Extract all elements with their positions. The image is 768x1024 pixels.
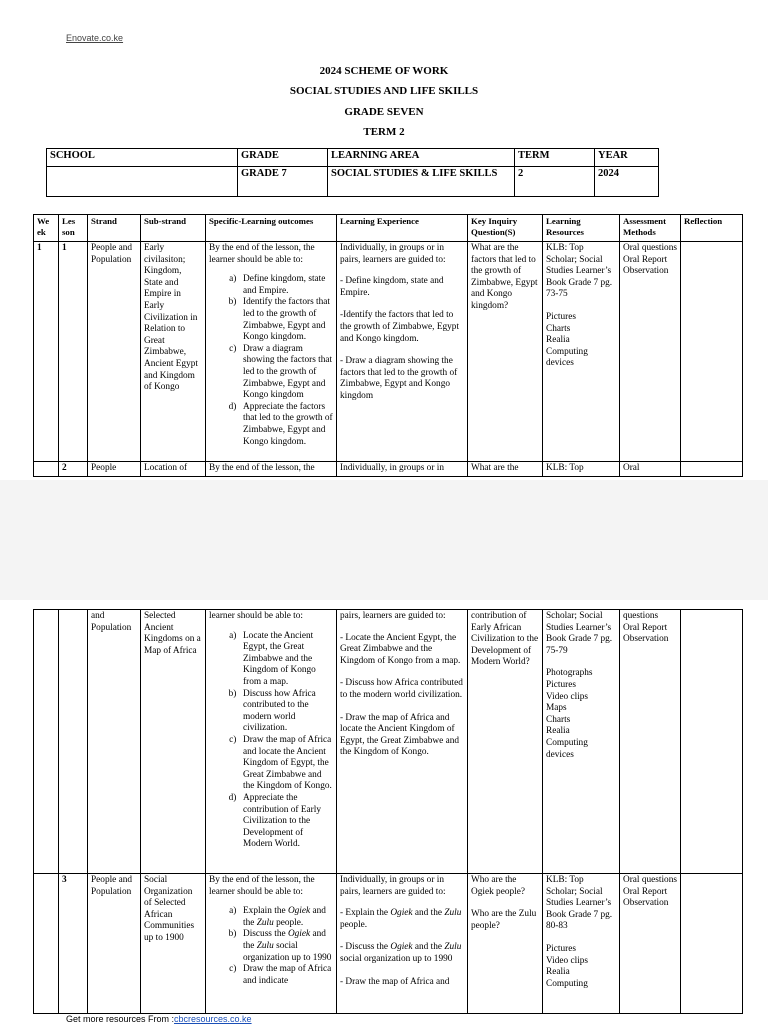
page-2 — [0, 600, 768, 1024]
list-item: b. Discuss how Africa contributed to the modern world civilization. — [241, 689, 333, 735]
resource-item: Video clips — [546, 955, 589, 966]
cell-experience: Individually, in groups or in — [337, 462, 468, 477]
info-header-year: YEAR — [595, 149, 659, 167]
resource-item: Realia — [546, 726, 570, 737]
resource-item: Photographs — [546, 668, 593, 679]
cell-resources: KLB: Top — [543, 462, 620, 477]
outcomes-intro: By the end of the lesson, the learner should be able to: — [209, 875, 315, 897]
resource-item: Realia — [546, 335, 570, 346]
header-row — [34, 215, 743, 242]
info-value-learning-area: SOCIAL STUDIES & LIFE SKILLS — [328, 167, 515, 197]
outcomes-intro: By the end of the lesson, the learner should be able to: — [209, 243, 315, 265]
resource-item: Computing devices — [546, 737, 588, 760]
cell-outcomes — [206, 874, 337, 1014]
inquiry-item: Who are the Zulu people? — [471, 909, 537, 931]
cell-substrand: Early civilasiton; Kingdom, State and Empire in Early Civilization in Relation to Great Zimbabwe, Ancient Egypt and Kingdom of Kongo — [141, 242, 206, 462]
cell-inquiry: contribution of Early African Civilization to the Development of Modern World? — [468, 610, 543, 874]
info-header-school: SCHOOL — [47, 149, 238, 167]
cell-lesson: 3 — [59, 874, 88, 1014]
assessment-item: Observation — [623, 266, 669, 277]
experience-item: - Discuss the Ogiek and the Zulu social organization up to 1990 — [340, 942, 462, 964]
outcomes-list — [209, 906, 333, 987]
cell-resources — [543, 242, 620, 462]
cell-week: 1 — [34, 242, 59, 462]
info-header-learning-area: LEARNING AREA — [328, 149, 515, 167]
assessment-item: Oral Report — [623, 254, 668, 265]
resource-item: Pictures — [546, 943, 576, 954]
cell-experience — [337, 242, 468, 462]
cell-substrand: Social Organization of Selected African Communities up to 1900 — [141, 874, 206, 1014]
cell-substrand: Location of — [141, 462, 206, 477]
cell-strand: People and Population — [88, 242, 141, 462]
resource-item: Video clips — [546, 691, 589, 702]
experience-intro: pairs, learners are guided to: — [340, 611, 446, 621]
title-line-1: 2024 SCHEME OF WORK — [319, 65, 449, 77]
list-item: b. Discuss the Ogiek and the Zulu social organization up to 1990 — [241, 929, 333, 964]
outcomes-list — [209, 631, 333, 851]
footer — [66, 1014, 252, 1024]
inquiry-item: Who are the Ogiek people? — [471, 875, 525, 897]
col-reflection: Reflection — [681, 215, 743, 242]
experience-intro: Individually, in groups or in pairs, learners are guided to: — [340, 243, 446, 265]
experience-item: - Define kingdom, state and Empire. — [340, 276, 444, 298]
table-row — [34, 610, 743, 874]
cell-inquiry: What are the — [468, 462, 543, 477]
cell-reflection — [681, 242, 743, 462]
cell-assessment: Oral — [620, 462, 681, 477]
col-lesson: Les son — [59, 215, 88, 242]
cell-lesson: 2 — [59, 462, 88, 477]
col-strand: Strand — [88, 215, 141, 242]
info-value-grade: GRADE 7 — [238, 167, 328, 197]
list-item: d. Appreciate the contribution of Early Civilization to the Development of Modern World. — [241, 793, 333, 851]
info-value-term: 2 — [515, 167, 595, 197]
list-item: d. Appreciate the factors that led to the growth of Zimbabwe, Egypt and Kongo kingdom. — [241, 402, 333, 448]
list-item: a. Define kingdom, state and Empire. — [241, 274, 333, 297]
experience-item: - Locate the Ancient Egypt, the Great Zimbabwe and the Kingdom of Kongo from a map. — [340, 632, 461, 666]
resource-item: Charts — [546, 323, 571, 334]
assessment-item: Observation — [623, 634, 669, 645]
cell-strand: People — [88, 462, 141, 477]
col-substrand: Sub-strand — [141, 215, 206, 242]
resource-item: KLB: Top Scholar; Social Studies Learner’s Book Grade 7 pg. 80-83 — [546, 875, 613, 932]
assessment-item: Oral Report — [623, 886, 668, 897]
outcomes-intro: learner should be able to: — [209, 611, 303, 621]
resource-item: Pictures — [546, 311, 576, 322]
cell-reflection — [681, 610, 743, 874]
assessment-item: Oral questions — [623, 875, 677, 885]
cell-resources — [543, 610, 620, 874]
cell-experience — [337, 610, 468, 874]
document-title-block — [0, 64, 768, 145]
table-row — [34, 874, 743, 1014]
info-header-grade: GRADE — [238, 149, 328, 167]
footer-link[interactable]: cbcresources.co.ke — [174, 1014, 252, 1024]
cell-lesson — [59, 610, 88, 874]
col-experience: Learning Experience — [337, 215, 468, 242]
col-week: We ek — [34, 215, 59, 242]
resource-item: Computing devices — [546, 346, 588, 369]
col-inquiry: Key Inquiry Question(S) — [468, 215, 543, 242]
cell-week — [34, 462, 59, 477]
outcomes-list — [209, 274, 333, 448]
scheme-table-part-2 — [33, 609, 743, 1014]
cell-strand: and Population — [88, 610, 141, 874]
table-row — [34, 242, 743, 462]
experience-intro: Individually, in groups or in pairs, learners are guided to: — [340, 875, 446, 897]
list-item: b. Identify the factors that led to the growth of Zimbabwe, Egypt and Kongo kingdom. — [241, 297, 333, 343]
info-table — [46, 148, 659, 197]
info-header-term: TERM — [515, 149, 595, 167]
cell-substrand: Selected Ancient Kingdoms on a Map of Africa — [141, 610, 206, 874]
table-row — [34, 462, 743, 477]
info-value-school — [47, 167, 238, 197]
title-line-3: GRADE SEVEN — [344, 105, 424, 118]
cell-outcomes — [206, 610, 337, 874]
list-item: a. Locate the Ancient Egypt, the Great Zimbabwe and the Kingdom of Kongo from a map. — [241, 631, 333, 689]
assessment-item: Oral questions — [623, 243, 677, 253]
cell-inquiry — [468, 874, 543, 1014]
cell-outcomes — [206, 242, 337, 462]
cell-week — [34, 874, 59, 1014]
experience-item: - Draw the map of Africa and — [340, 976, 450, 987]
cell-strand: People and Population — [88, 874, 141, 1014]
cell-assessment — [620, 242, 681, 462]
experience-item: - Discuss how Africa contributed to the modern world civilization. — [340, 678, 463, 700]
col-assessment: Assessment Methods — [620, 215, 681, 242]
cell-reflection — [681, 462, 743, 477]
experience-item: - Draw the map of Africa and locate the Ancient Kingdom of Egypt, the Great Zimbabwe and the Kingdom of Kongo. — [340, 712, 460, 758]
list-item: a. Explain the Ogiek and the Zulu people. — [241, 906, 333, 929]
resource-item: Realia — [546, 967, 570, 978]
scheme-table-part-1 — [33, 214, 743, 477]
title-line-2: SOCIAL STUDIES AND LIFE SKILLS — [289, 85, 479, 98]
assessment-item: Observation — [623, 898, 669, 909]
cell-outcomes: By the end of the lesson, the — [206, 462, 337, 477]
cell-inquiry: What are the factors that led to the growth of Zimbabwe, Egypt and Kongo kingdom? — [468, 242, 543, 462]
experience-item: -Identify the factors that led to the growth of Zimbabwe, Egypt and Kongo kingdom. — [340, 310, 460, 344]
resource-item: Scholar; Social Studies Learner’s Book Grade 7 pg. 75-79 — [546, 611, 613, 656]
cell-lesson: 1 — [59, 242, 88, 462]
list-item: c. Draw the map of Africa and indicate — [241, 964, 333, 987]
cell-experience — [337, 874, 468, 1014]
cell-resources — [543, 874, 620, 1014]
footer-text: Get more resources From : — [66, 1014, 175, 1024]
assessment-item: Oral Report — [623, 622, 668, 633]
info-value-year: 2024 — [595, 167, 659, 197]
cell-assessment — [620, 610, 681, 874]
col-resources: Learning Resources — [543, 215, 620, 242]
cell-assessment — [620, 874, 681, 1014]
experience-item: - Draw a diagram showing the factors that led to the growth of Zimbabwe, Egypt and Kongo kingdom — [340, 356, 458, 401]
experience-item: - Explain the Ogiek and the Zulu people. — [340, 908, 462, 930]
source-link[interactable]: Enovate.co.ke — [66, 33, 124, 43]
resource-item: Maps — [546, 703, 567, 714]
col-outcomes: Specific-Learning outcomes — [206, 215, 337, 242]
resource-item: Pictures — [546, 679, 576, 690]
assessment-item: questions — [623, 611, 659, 621]
resource-item: KLB: Top Scholar; Social Studies Learner’s Book Grade 7 pg. 73-75 — [546, 243, 613, 300]
resource-item: Charts — [546, 714, 571, 725]
resource-item: Computing — [546, 978, 588, 989]
list-item: c. Draw the map of Africa and locate the Ancient Kingdom of Egypt, the Great Zimbabwe and the Kingdom of Kongo. — [241, 735, 333, 793]
cell-week — [34, 610, 59, 874]
page-1 — [0, 0, 768, 480]
title-line-4: TERM 2 — [363, 125, 405, 138]
cell-reflection — [681, 874, 743, 1014]
list-item: c. Draw a diagram showing the factors that led to the growth of Zimbabwe, Egypt and Kongo kingdom — [241, 344, 333, 402]
